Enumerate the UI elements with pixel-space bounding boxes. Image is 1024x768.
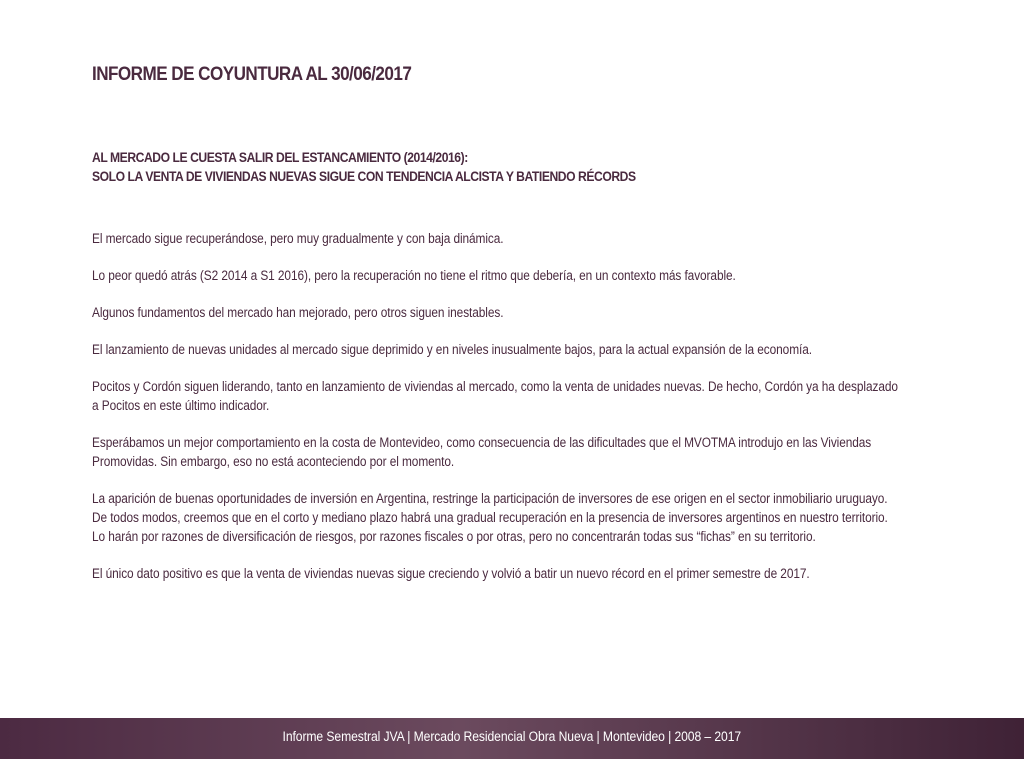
footer-bar: [0, 718, 1024, 759]
paragraph: Esperábamos un mejor comportamiento en la costa de Montevideo, como consecuencia de las dificultades que el MVOTMA introdujo en las Viviendas Promovidas. Sin embargo, eso no está aconteciendo por el momento.: [92, 435, 872, 469]
paragraph: Lo peor quedó atrás (S2 2014 a S1 2016), pero la recuperación no tiene el ritmo que debería, en un contexto más favorable.: [92, 268, 736, 283]
page-title: INFORME DE COYUNTURA AL 30/06/2017: [92, 64, 412, 85]
paragraph: Pocitos y Cordón siguen liderando, tanto en lanzamiento de viviendas al mercado, como la venta de unidades nuevas. De hecho, Cordón ya ha desplazado a Pocitos en este último indicador.: [92, 379, 898, 413]
body-text: [92, 229, 902, 601]
paragraph: El mercado sigue recuperándose, pero muy gradualmente y con baja dinámica.: [92, 231, 504, 246]
footer-text: Informe Semestral JVA | Mercado Residencial Obra Nueva | Montevideo | 2008 – 2017: [282, 729, 742, 744]
subtitle-line-1: AL MERCADO LE CUESTA SALIR DEL ESTANCAMIENTO (2014/2016):: [92, 150, 468, 165]
paragraph: Algunos fundamentos del mercado han mejorado, pero otros siguen inestables.: [92, 305, 504, 320]
paragraph: La aparición de buenas oportunidades de inversión en Argentina, restringe la participación de inversores de ese origen en el sector inmobiliario uruguayo. De todos modos, creemos que en el corto y mediano plazo habrá una gradual recuperación en la presencia de inversores argentinos en nuestro territorio. Lo harán por razones de diversificación de riesgos, por razones fiscales o por otras, pero no concentrarán todas sus “fichas” en su territorio.: [92, 491, 888, 544]
subtitle-line-2: SOLO LA VENTA DE VIVIENDAS NUEVAS SIGUE CON TENDENCIA ALCISTA Y BATIENDO RÉCORDS: [92, 169, 636, 184]
paragraph: El único dato positivo es que la venta de viviendas nuevas sigue creciendo y volvió a batir un nuevo récord en el primer semestre de 2017.: [92, 566, 810, 581]
subtitle: [92, 148, 636, 186]
paragraph: El lanzamiento de nuevas unidades al mercado sigue deprimido y en niveles inusualmente bajos, para la actual expansión de la economía.: [92, 342, 812, 357]
